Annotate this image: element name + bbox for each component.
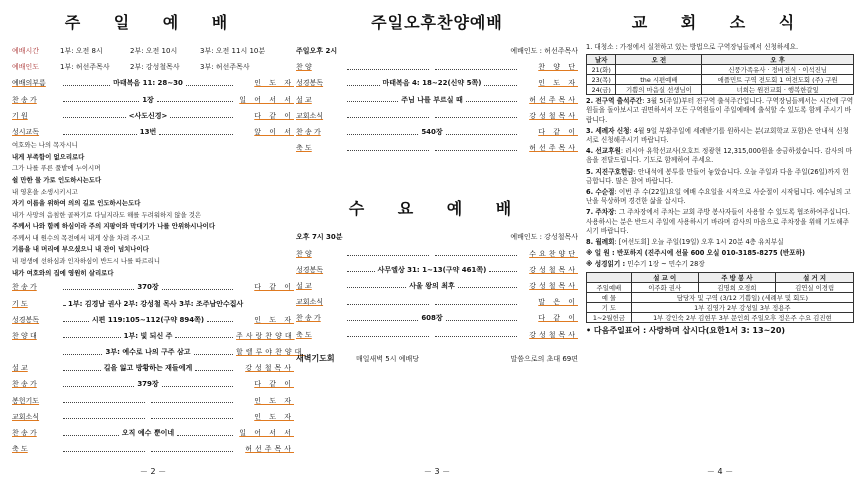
order-content: 사울 왕의 최후 xyxy=(409,281,455,290)
news-text: : 안내석에 봉투를 만들어 놓았습니다. 오늘 주일과 다음 주일(26일)까지 헌금합니다. 많은 참여 바랍니다. xyxy=(586,167,849,185)
order-content: 마태복음 4: 18~22(신약 5쪽) xyxy=(382,79,482,88)
order-person: 인 도 자 xyxy=(254,315,295,324)
order-label: 찬 송 가 xyxy=(296,314,321,323)
wednesday-time: 오후 7시 30분 xyxy=(296,233,343,242)
table-cell: 21(화) xyxy=(587,65,616,75)
order-label: 찬 양 xyxy=(296,249,312,258)
order-person: 다 같 이 xyxy=(254,283,294,292)
leader-1: 1부: 허선주목사 xyxy=(60,63,110,72)
news-text: : 3월 5(주일)부터 전구역 출석주간입니다. 구역장님들께서는 시간에 구역원들을 돌아보시고 권면하셔서 모든 구역원들이 주일예배에 출석할 수 있도록 함께 주시기 바랍니다. xyxy=(586,97,854,124)
table-row xyxy=(587,282,854,292)
news-item xyxy=(586,97,854,125)
leader-dots xyxy=(63,81,110,86)
times-label: 예배시간 xyxy=(12,47,40,56)
news-heading: 7. 주차장 xyxy=(586,208,615,217)
order-row xyxy=(296,140,578,156)
order-person: 다 같 이 xyxy=(538,128,578,137)
order-content: 마태복음 11: 28~30 xyxy=(113,79,183,88)
leader-dots xyxy=(63,431,119,436)
table-cell: 담당자 및 구역 (3/12 기쁨일) (세례부 및 회도) xyxy=(631,292,853,302)
motto-value: 사랑하며 삽시다(요한1서 3: 13~20) xyxy=(648,325,786,335)
table-cell: 1~2월헌금 xyxy=(587,312,632,322)
order-content: 540장 xyxy=(421,128,443,137)
table-row xyxy=(587,65,854,75)
page-number: － 2 － xyxy=(139,467,167,476)
order-row xyxy=(12,124,294,140)
leader-dots xyxy=(177,431,233,436)
leader-dots xyxy=(484,81,517,86)
order-content: 길을 잃고 방황하는 재들에게 xyxy=(103,364,193,373)
service-times xyxy=(12,43,294,59)
leader-dots xyxy=(347,113,429,118)
order-person: 인 도 자 xyxy=(254,79,294,88)
order-person: 인 도 자 xyxy=(254,396,294,405)
news-text: : 그 주차장에서 주차는 교회 주방 봉사자들이 사용할 수 있도록 협조하여주십니다. 사용하시는 분은 반드시 주일에 사용하시기 바라며 감사의 마음으로 주차장을 위해 기도해주시기 바랍니다. xyxy=(586,208,850,235)
cleaning-table xyxy=(586,54,854,95)
order-label: 찬 송 가 xyxy=(12,429,37,438)
order-person: 강성철목사 xyxy=(529,111,578,120)
leader-dots xyxy=(347,65,429,70)
order-row xyxy=(12,376,294,392)
dawn-invite: 말씀으로의 초대 69편 xyxy=(510,354,578,363)
order-row xyxy=(12,393,294,409)
leader-dots xyxy=(435,146,517,151)
table-row xyxy=(587,302,854,312)
leader-dots xyxy=(157,97,233,102)
news-item xyxy=(586,168,854,186)
verse-line: 내가 여호와의 집에 영원히 살리로다 xyxy=(12,268,114,277)
news-heading: 3. 세례자 신청 xyxy=(586,126,630,135)
news-heading: 5. 지진구호헌금 xyxy=(586,167,634,176)
order-label: 찬 송 가 xyxy=(296,128,321,137)
wednesday-order xyxy=(296,246,578,343)
order-person: 일 어 서 서 xyxy=(239,95,295,104)
order-row xyxy=(12,312,294,328)
leader-dots xyxy=(63,447,145,452)
order-label: 교회소식 xyxy=(12,412,40,421)
verse-line: 주께서 내 원수의 목전에서 내게 상을 차려 주시고 xyxy=(12,233,150,242)
leader-dots xyxy=(195,366,233,371)
reading-label: ※ 성경읽기 : xyxy=(586,260,626,269)
news-heading: 2. 전구역 출석주간 xyxy=(586,97,643,106)
dawn-label: 새벽기도회 xyxy=(296,354,335,364)
news-cleaning: 1. 대청소 : 가정에서 실천하고 있는 방법으로 구역장님들께서 신청하세요. xyxy=(586,43,799,51)
leader-dots xyxy=(347,300,429,305)
leader-dots xyxy=(63,285,134,290)
order-label: 찬 송 가 xyxy=(12,380,37,389)
leader-dots xyxy=(162,285,233,290)
leader-dots xyxy=(151,414,233,419)
leader-dots xyxy=(347,251,429,256)
verse-line: 쉴 만한 물 가로 인도하시는도다 xyxy=(12,175,102,184)
th-morning: 오 전 xyxy=(616,55,702,65)
page-title-wednesday-service: 수 요 예 배 xyxy=(348,199,526,219)
order-row xyxy=(296,310,578,326)
table-cell: 예 물 xyxy=(587,292,632,302)
leader-dots xyxy=(435,332,517,337)
leader-dots xyxy=(63,382,134,387)
order-person: 강성철목사 xyxy=(529,265,578,274)
news-heading: 4. 선교후원 xyxy=(586,147,621,156)
order-content: 370장 xyxy=(137,283,159,292)
order-label: 성시교독 xyxy=(12,128,40,137)
order-bottom xyxy=(12,279,305,457)
verse-line: 여호와는 나의 목자시니 xyxy=(12,141,78,150)
afternoon-order xyxy=(296,59,578,156)
page-title-sunday-service: 주 일 예 배 xyxy=(64,13,242,32)
order-row xyxy=(12,425,294,441)
table-cell: 김연실 이경림 xyxy=(776,282,854,292)
order-label: 설 교 xyxy=(12,364,28,373)
order-row xyxy=(296,92,578,108)
news-text: : 이번 주 수(22일)요일 예배 수요일을 시작으로 사순절이 시작됩니다. 예수님의 고난을 묵상하며 경건한 삶을 삽시다. xyxy=(586,188,851,206)
leader-dots xyxy=(347,97,398,102)
leader-dots xyxy=(435,65,517,70)
order-label: 성경봉독 xyxy=(296,265,324,274)
order-row xyxy=(296,278,578,294)
table-row xyxy=(587,85,854,95)
afternoon-head xyxy=(296,43,578,59)
wednesday-head xyxy=(296,229,578,245)
responsive-reading xyxy=(12,140,294,279)
page-3 xyxy=(296,0,578,483)
order-row xyxy=(296,59,578,75)
order-content: 1장 xyxy=(142,95,154,104)
page-number: － 3 － xyxy=(423,467,451,476)
table-row xyxy=(587,312,854,322)
leader-dots xyxy=(170,113,233,118)
leader-dots xyxy=(347,130,418,135)
news-item xyxy=(586,127,854,145)
page-title-church-news: 교 회 소 식 xyxy=(631,13,809,32)
order-row xyxy=(12,328,294,344)
order-row xyxy=(12,409,294,425)
leader-dots xyxy=(63,333,121,338)
order-row xyxy=(12,92,294,108)
leader-2: 2부: 강성철목사 xyxy=(130,63,180,72)
leader-dots xyxy=(347,267,375,272)
table-cell xyxy=(616,65,702,75)
leader-dots xyxy=(347,283,406,288)
leader-dots xyxy=(186,81,233,86)
order-label: 성경봉독 xyxy=(296,79,324,88)
leader-dots xyxy=(347,332,429,337)
order-content: <사도신경> xyxy=(128,111,168,120)
order-content: 608장 xyxy=(421,314,443,323)
order-label: 교회소식 xyxy=(296,298,324,307)
leader-dots xyxy=(207,317,233,322)
time-2: 2부: 오전 10시 xyxy=(130,47,178,56)
order-person: 인 도 자 xyxy=(538,79,578,88)
order-row xyxy=(296,124,578,140)
leader-dots xyxy=(435,300,517,305)
table-row xyxy=(587,75,854,85)
leader-dots xyxy=(63,366,101,371)
verse-line: 내 영혼을 소생시키시고 xyxy=(12,187,78,196)
verse-line: 기름을 내 머리에 부으셨으니 내 잔이 넘치나이다 xyxy=(12,245,149,254)
leader-dots xyxy=(63,301,65,306)
duty-table xyxy=(586,272,854,323)
order-row xyxy=(296,108,578,124)
order-person: 일 어 서 서 xyxy=(239,429,294,438)
order-person: 주사랑찬양대 xyxy=(236,331,295,340)
page-number: － 4 － xyxy=(706,467,734,476)
order-row xyxy=(12,344,305,360)
leader-dots xyxy=(63,97,139,102)
order-content: 3부: 예수로 나의 구주 삼고 xyxy=(105,348,191,357)
order-label: 성경봉독 xyxy=(12,315,40,324)
order-person: 다 같 이 xyxy=(538,314,578,323)
leader-dots xyxy=(489,267,517,272)
order-person: 다 같 이 xyxy=(254,380,294,389)
order-person: 강성철목사 xyxy=(529,330,578,339)
wednesday-leader: 예배인도 : 강성철목사 xyxy=(510,233,578,242)
order-label: 찬 양 xyxy=(296,63,312,72)
news-heading: 6. 수순절 xyxy=(586,188,615,197)
verse-line: 내게 부족함이 없으리로다 xyxy=(12,152,85,161)
leader-dots xyxy=(151,398,233,403)
order-label: 찬 양 대 xyxy=(12,331,37,340)
order-row xyxy=(12,108,294,124)
time-3: 3부: 오전 11시 10분 xyxy=(200,47,266,56)
order-person: 할렐루야찬양대 xyxy=(236,348,305,357)
order-person: 허선주목사 xyxy=(529,95,579,104)
table-row xyxy=(587,292,854,302)
order-row xyxy=(12,75,294,91)
motto-label: • 다음주일표어 : xyxy=(586,325,647,335)
order-row xyxy=(296,326,578,342)
news-item xyxy=(586,188,854,206)
table-cell: the 시편예배 xyxy=(616,75,702,85)
news-item xyxy=(586,208,854,236)
order-label: 기 원 xyxy=(12,111,28,120)
order-row xyxy=(296,75,578,91)
afternoon-time: 주일오후 2시 xyxy=(296,47,338,56)
leaders-label: 예배인도 xyxy=(12,63,40,72)
leader-dots xyxy=(151,447,233,452)
order-label: 교회소식 xyxy=(296,111,324,120)
leader-dots xyxy=(466,97,517,102)
order-row xyxy=(12,360,294,376)
th-afternoon: 오 후 xyxy=(702,55,854,65)
order-top xyxy=(12,75,294,140)
order-row xyxy=(12,295,294,311)
table-cell: 기쁨의 마음실 선생님이 xyxy=(616,85,702,95)
order-person: 허선주목사 xyxy=(245,445,294,454)
leader-dots xyxy=(347,316,418,321)
order-content: 1부: 김경남 권사 2부: 강성철 목사 3부: 조주남안수집사 xyxy=(68,299,244,308)
order-label: 찬 송 가 xyxy=(12,95,37,104)
order-person: 앞 이 서 xyxy=(254,128,295,137)
table-cell: 1부 김영가 2부 강성일 3부 정용주 xyxy=(631,302,853,312)
order-label: 봉헌기도 xyxy=(12,396,40,405)
verse-line: 그가 나를 푸른 풀밭에 누이시며 xyxy=(12,164,101,173)
page-title-afternoon-service: 주일오후찬양예배 xyxy=(371,13,503,32)
order-content: 379장 xyxy=(137,380,159,389)
order-person: 강성철목사 xyxy=(245,364,294,373)
news-item xyxy=(586,147,854,165)
leader-dots xyxy=(63,113,126,118)
order-person: 강성철목사 xyxy=(529,281,579,290)
news-text: : [여선도회] 오늘 주일(19일) 오후 1시 20분 4층 유치부실 xyxy=(614,238,784,247)
order-content: 13번 xyxy=(139,128,157,137)
dawn-prayer xyxy=(296,351,578,367)
order-content: 오직 예수 뿐이네 xyxy=(121,429,175,438)
th-blank xyxy=(587,272,632,282)
order-label: 축 도 xyxy=(296,144,312,153)
dawn-time: 매일새벽 5시 예배당 xyxy=(356,354,419,363)
table-cell: 기 도 xyxy=(587,302,632,312)
leader-dots xyxy=(446,316,517,321)
reading-value: 민수기 1장 ~ 민수기 28장 xyxy=(627,260,705,269)
order-person: 인 도 자 xyxy=(254,412,294,421)
order-label: 예배의부름 xyxy=(12,79,46,88)
news-heading: 8. 월례회 xyxy=(586,238,615,247)
verse-line: 자기 이름을 위하여 의의 길로 인도하시는도다 xyxy=(12,199,141,208)
leader-dots xyxy=(162,382,233,387)
table-cell: 24(금) xyxy=(587,85,616,95)
order-content: 주님 나를 부르실 때 xyxy=(401,95,463,104)
order-row xyxy=(12,441,294,457)
th-kitchen: 주 방 봉 사 xyxy=(698,272,776,282)
leader-dots xyxy=(63,317,89,322)
order-row xyxy=(296,246,578,262)
news-item xyxy=(586,238,854,247)
leader-dots xyxy=(63,398,145,403)
order-row xyxy=(296,294,578,310)
leader-dots xyxy=(63,414,145,419)
table-cell: 김명희 오경희 xyxy=(698,282,776,292)
table-cell: 애플민트 구역 전도회 1 여전도회 (주) 구원 xyxy=(702,75,854,85)
order-person: 찬 양 단 xyxy=(538,63,578,72)
order-person: 수요찬양단 xyxy=(529,249,578,258)
table-cell: 이주화 권사 xyxy=(631,282,698,292)
order-label: 축 도 xyxy=(296,330,312,339)
order-row xyxy=(296,262,578,278)
leader-dots xyxy=(194,350,233,355)
order-label: 설 교 xyxy=(296,95,312,104)
table-cell: 주일예배 xyxy=(587,282,632,292)
order-label: 설 교 xyxy=(296,281,312,290)
page-2 xyxy=(12,0,305,483)
order-content: 사무엘상 31: 1~13(구약 461쪽) xyxy=(377,265,487,274)
leader-dots xyxy=(347,81,380,86)
leader-dots xyxy=(435,251,517,256)
leader-dots xyxy=(446,130,517,135)
order-content: 시편 119:105~112(구약 894쪽) xyxy=(91,315,205,324)
order-content: 1부: 빛 되신 주 xyxy=(123,331,173,340)
leader-dots xyxy=(175,333,233,338)
order-label: 축 도 xyxy=(12,445,28,454)
service-leaders xyxy=(12,59,294,75)
leader-3: 3부: 허선주목사 xyxy=(200,63,250,72)
th-date: 날자 xyxy=(587,55,616,65)
th-dishes: 설 거 지 xyxy=(776,272,854,282)
verse-line: 주께서 나와 함께 하심이라 주의 지팡이와 막대기가 나를 안위하시나이다 xyxy=(12,222,215,231)
welcome-line: ※ 일 원 : 반포하지 (진주시에 선물 600 오실 010-3185-8275 (반포하) xyxy=(586,249,806,258)
leader-dots xyxy=(63,130,137,135)
bible-reading xyxy=(586,260,854,269)
table-cell: 1부 강인숙 2부 김현무 3부 문인희 주일오후 정은주 수요 김진현 xyxy=(631,312,853,322)
verse-line: 내가 사망의 음침한 골짜기로 다닐지라도 해를 두려워하지 않을 것은 xyxy=(12,210,202,219)
verse-line: 내 평생에 선하심과 인자하심이 반드시 나를 따르리니 xyxy=(12,257,161,266)
leader-dots xyxy=(159,130,233,135)
order-row xyxy=(12,279,294,295)
next-motto xyxy=(586,326,854,335)
news-text: : 러시아 유학선교사(오호트 정광현 12,315,000원을 송금하셨습니다. 감사의 마음을 전달드립니다. 기도로 함께하여 주세요. xyxy=(586,147,853,165)
order-person: 허선주목사 xyxy=(529,144,578,153)
order-person: 말 은 이 xyxy=(538,298,578,307)
leader-dots xyxy=(231,301,233,306)
page-4 xyxy=(586,0,854,483)
leader-dots xyxy=(458,283,517,288)
th-usher: 설 교 이 xyxy=(631,272,698,282)
order-label: 기 도 xyxy=(12,299,28,308)
order-label: 찬 송 가 xyxy=(12,283,37,292)
leader-dots xyxy=(347,146,429,151)
news-items xyxy=(586,97,854,247)
news-text: : 4월 9일 부활주일에 세례받기를 원하시는 분(교회학교 포함)은 안내석 신청서로 신청해주시기 바랍니다. xyxy=(586,126,849,145)
table-cell: 23(목) xyxy=(587,75,616,85)
leader-dots xyxy=(63,350,102,355)
table-cell: 너희는 원전교회 · 행복한갈잎 xyxy=(702,85,854,95)
table-cell: 신풍가족유사 · 정비전식 · 이석진님 xyxy=(702,65,854,75)
order-person: 다 같 이 xyxy=(254,111,294,120)
time-1: 1부: 오전 8시 xyxy=(60,47,103,56)
leader-dots xyxy=(435,113,517,118)
afternoon-leader: 예배인도 : 허선주목사 xyxy=(510,47,578,56)
